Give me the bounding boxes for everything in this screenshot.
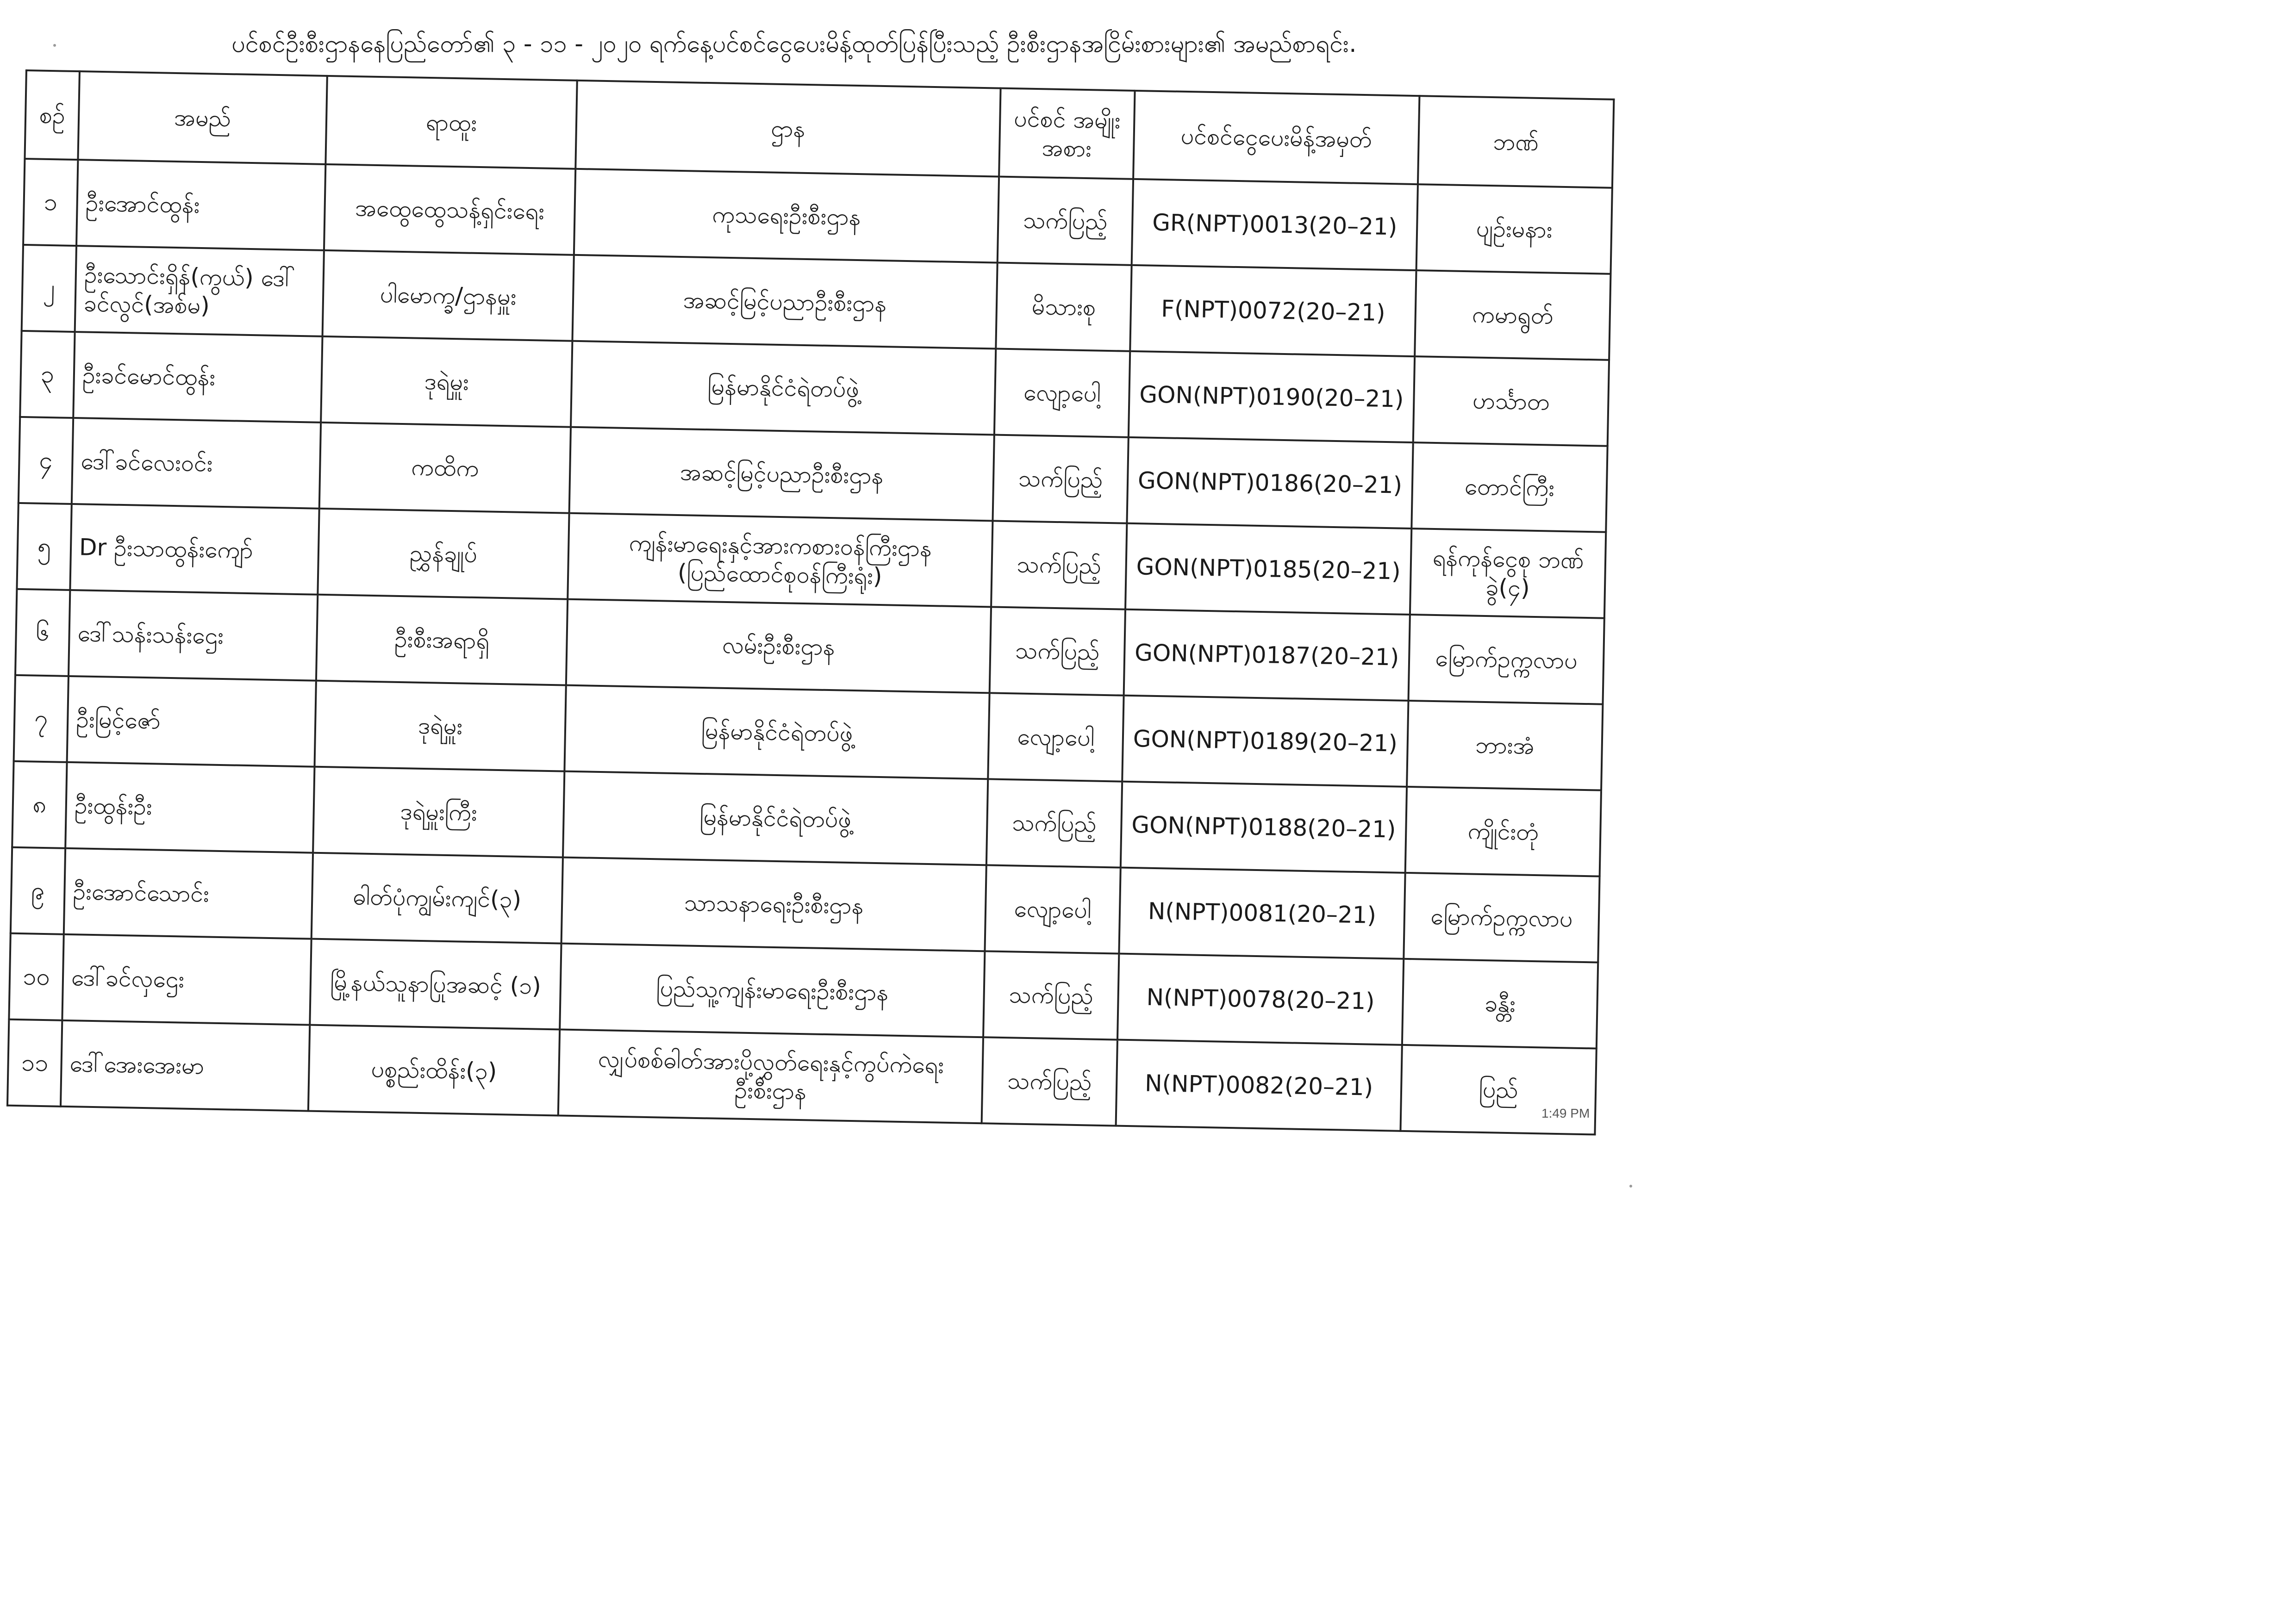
cell-pension-type: သက်ပြည့် xyxy=(990,607,1125,695)
header-no: စဉ် xyxy=(25,70,79,160)
cell-department: လျှပ်စစ်ဓါတ်အားပို့လွှတ်ရေးနှင့်ကွပ်ကဲရေး ဦးစီးဌာန xyxy=(558,1029,983,1123)
header-name: အမည် xyxy=(78,71,327,164)
cell-order-no: GON(NPT)0190(20–21) xyxy=(1129,351,1415,442)
cell-no: ၃ xyxy=(20,331,75,418)
cell-department: သာသနာရေးဦးစီးဌာန xyxy=(562,858,986,951)
cell-pension-type: လျော့ပေါ့ xyxy=(994,349,1130,437)
cell-rank: ကထိက xyxy=(319,423,571,513)
cell-name: ဦးထွန်းဦး xyxy=(65,762,314,853)
header-order-no: ပင်စင်ငွေပေးမိန့်အမှတ် xyxy=(1133,91,1419,184)
cell-name: ဒေါ်အေးအေးမာ xyxy=(61,1020,310,1111)
cell-no: ၁၀ xyxy=(9,933,63,1020)
cell-rank: ပါမောက္ခ/ဌာနမှူး xyxy=(323,250,574,341)
cell-bank: မြောက်ဥက္ကလာပ xyxy=(1409,615,1604,704)
cell-rank: ဓါတ်ပုံကျွမ်းကျင်(၃) xyxy=(312,853,563,944)
cell-department: ကုသရေးဦးစီးဌာန xyxy=(574,169,999,263)
cell-no: ၅ xyxy=(17,503,71,590)
cell-rank: အထွေထွေသန့်ရှင်းရေး xyxy=(324,164,575,255)
cell-name: ဦးအောင်ထွန်း xyxy=(76,160,325,250)
cell-order-no: GR(NPT)0013(20–21) xyxy=(1132,179,1418,270)
cell-order-no: N(NPT)0082(20–21) xyxy=(1116,1040,1402,1131)
cell-department: မြန်မာနိုင်ငံရဲတပ်ဖွဲ့ xyxy=(571,341,996,435)
cell-name: ဦးသောင်းရှိန်(ကွယ်) ဒေါ်ခင်လွင်(အစ်မ) xyxy=(75,246,324,336)
cell-name: ဒေါ်ခင်လေးဝင်း xyxy=(72,418,321,509)
cell-rank: မြို့နယ်သူနာပြုအဆင့် (၁) xyxy=(310,939,561,1030)
cell-rank: ညွှန်ချုပ် xyxy=(318,509,569,599)
cell-pension-type: သက်ပြည့် xyxy=(983,951,1119,1039)
cell-no: ၇ xyxy=(14,675,69,762)
cell-bank: မြောက်ဥက္ကလာပ xyxy=(1404,873,1599,963)
cell-department: မြန်မာနိုင်ငံရဲတပ်ဖွဲ့ xyxy=(563,771,988,865)
cell-no: ၁၁ xyxy=(7,1020,62,1107)
cell-no: ၉ xyxy=(11,847,65,934)
cell-bank: ခန္တီး xyxy=(1402,959,1598,1049)
cell-pension-type: မိသားစု xyxy=(996,263,1131,351)
cell-order-no: F(NPT)0072(20–21) xyxy=(1130,265,1416,356)
cell-rank: ဒုရဲမှူး xyxy=(321,336,572,427)
cell-order-no: GON(NPT)0188(20–21) xyxy=(1121,782,1407,873)
cell-order-no: N(NPT)0081(20–21) xyxy=(1119,868,1405,959)
cell-no: ၂ xyxy=(22,245,76,332)
cell-no: ၁ xyxy=(23,159,78,246)
cell-order-no: GON(NPT)0189(20–21) xyxy=(1122,696,1408,787)
cell-name: ဦးခင်မောင်ထွန်း xyxy=(73,332,322,423)
cell-department: ပြည်သူ့ကျန်းမာရေးဦးစီးဌာန xyxy=(560,944,985,1038)
cell-pension-type: သက်ပြည့် xyxy=(991,521,1127,609)
cell-department: လမ်းဦးစီးဌာန xyxy=(566,599,991,693)
header-department: ဌာန xyxy=(575,81,1000,177)
cell-pension-type: သက်ပြည့် xyxy=(982,1037,1117,1126)
document-title: ပင်စင်ဦးစီးဌာနနေပြည်တော်၏ ၃ - ၁၁ - ၂၀၂၀ ရက်နေ့ပင်စင်ငွေပေးမိန့်ထုတ်ပြန်ပြီးသည့် ဦးစီးဌာနအငြိမ်းစားများ၏ အမည်စာရင်း. xyxy=(231,30,1357,58)
cell-order-no: GON(NPT)0185(20–21) xyxy=(1125,523,1411,615)
print-timestamp: 1:49 PM xyxy=(1541,1106,1590,1120)
cell-bank: ရန်ကုန်ငွေစု ဘဏ်ခွဲ(၄) xyxy=(1410,529,1606,618)
cell-name: ဦးမြင့်ဇော် xyxy=(67,676,316,767)
cell-name: Dr ဦးသာထွန်းကျော် xyxy=(70,504,319,595)
cell-pension-type: လျော့ပေါ့ xyxy=(988,693,1123,781)
cell-bank: ဘားအံ xyxy=(1407,701,1603,790)
cell-rank: ပစ္စည်းထိန်း(၃) xyxy=(308,1025,560,1116)
cell-rank: ဒုရဲမှူးကြီး xyxy=(313,767,564,858)
cell-name: ဦးအောင်သောင်း xyxy=(64,848,313,939)
cell-bank: ပြည် xyxy=(1400,1045,1596,1135)
cell-no: ၆ xyxy=(15,589,70,676)
cell-pension-type: သက်ပြည့် xyxy=(986,779,1122,867)
cell-bank: ကျိုင်းတုံ xyxy=(1405,787,1601,877)
cell-bank: ဟင်္သာတ xyxy=(1413,356,1609,446)
cell-department: ကျန်းမာရေးနှင့်အားကစားဝန်ကြီးဌာန (ပြည်ထောင်စုဝန်ကြီးရုံး) xyxy=(568,513,992,607)
cell-department: အဆင့်မြင့်ပညာဦးစီးဌာန xyxy=(572,255,997,349)
scan-speck xyxy=(53,44,56,47)
pensioner-table xyxy=(6,69,1615,1136)
cell-order-no: N(NPT)0078(20–21) xyxy=(1117,954,1404,1045)
cell-bank: တောင်ကြီး xyxy=(1411,442,1607,532)
scan-speck xyxy=(1629,1185,1632,1188)
cell-name: ဒေါ်သန်းသန်းဌေး xyxy=(69,590,318,681)
cell-bank: ပျဉ်းမနား xyxy=(1416,184,1612,274)
cell-rank: ဦးစီးအရာရှိ xyxy=(316,595,568,685)
header-bank: ဘဏ် xyxy=(1418,96,1614,188)
cell-no: ၈ xyxy=(12,761,67,848)
cell-order-no: GON(NPT)0187(20–21) xyxy=(1124,609,1410,701)
cell-no: ၄ xyxy=(19,417,73,504)
header-pension-type: ပင်စင် အမျိုးအစား xyxy=(999,88,1135,179)
cell-pension-type: သက်ပြည့် xyxy=(998,177,1133,265)
cell-rank: ဒုရဲမှူး xyxy=(314,681,566,771)
cell-name: ဒေါ်ခင်လှဌေး xyxy=(62,934,311,1025)
header-rank: ရာထူး xyxy=(325,76,577,169)
cell-pension-type: သက်ပြည့် xyxy=(992,435,1128,523)
cell-bank: ကမာရွတ် xyxy=(1415,270,1610,360)
cell-order-no: GON(NPT)0186(20–21) xyxy=(1127,437,1413,529)
pensioner-table-wrapper xyxy=(6,69,1613,1135)
cell-pension-type: လျော့ပေါ့ xyxy=(985,865,1120,953)
cell-department: အဆင့်မြင့်ပညာဦးစီးဌာန xyxy=(569,427,994,521)
cell-department: မြန်မာနိုင်ငံရဲတပ်ဖွဲ့ xyxy=(564,685,989,779)
